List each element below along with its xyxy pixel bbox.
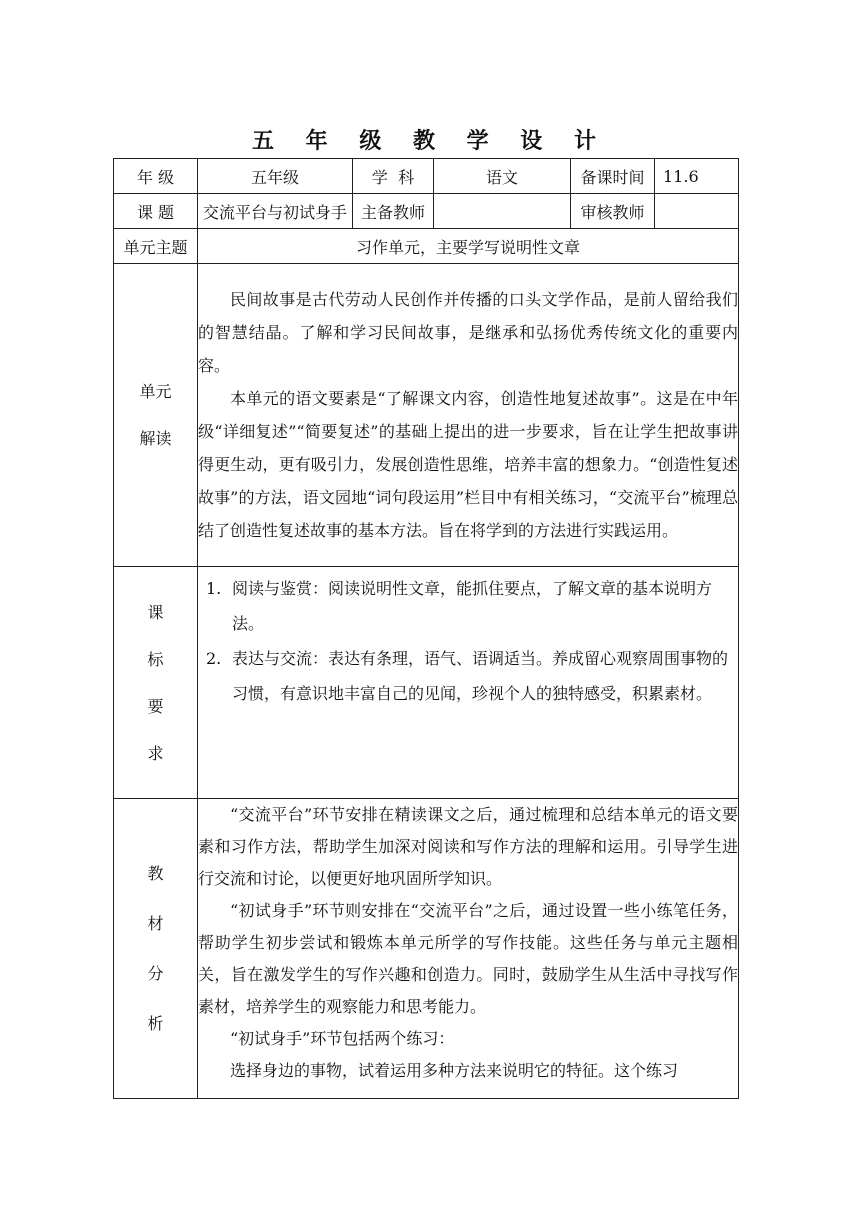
curriculum-label	[114, 567, 198, 799]
unit-theme-label: 单元主题	[114, 229, 198, 264]
unit-reading-paragraph: 本单元的语文要素是“了解课文内容，创造性地复述故事”。这是在中年级“详细复述”“简要复述”的基础上提出的进一步要求，旨在让学生把故事讲得更生动，更有吸引力，发展创造性思维，培养丰富的想象力。“创造性复述故事”的方法，语文园地“词句段运用”栏目中有相关练习，“交流平台”梳理总结了创造性复述故事的基本方法。旨在将学到的方法进行实践运用。	[198, 389, 738, 540]
list-item	[206, 571, 730, 641]
material-label-char: 分	[147, 963, 164, 983]
grade-label: 年 级	[114, 159, 198, 194]
curriculum-label-char: 要	[147, 696, 164, 716]
material-paragraph: “交流平台”环节安排在精读课文之后，通过梳理和总结本单元的语文要素和习作方法，帮助学生加深对阅读和写作方法的理解和运用。引导学生进行交流和讨论，以便更好地巩固所学知识。	[198, 805, 738, 888]
material-paragraph: “初试身手”环节包括两个练习：	[230, 1029, 455, 1048]
material-label-char: 教	[147, 863, 164, 883]
unit-theme-value: 习作单元，主要学写说明性文章	[198, 229, 739, 264]
header-row-1	[114, 159, 739, 194]
page-title: 五 年 级 教 学 设 计	[252, 129, 608, 154]
topic-label: 课 题	[114, 194, 198, 229]
list-item-text: 阅读与鉴赏：阅读说明性文章，能抓住要点，了解文章的基本说明方法。	[232, 579, 713, 633]
curriculum-content	[198, 567, 739, 799]
unit-reading-content	[198, 264, 739, 567]
unit-reading-row	[114, 264, 739, 567]
subject-value: 语文	[434, 159, 571, 194]
unit-reading-paragraph: 民间故事是古代劳动人民创作并传播的口头文学作品，是前人留给我们的智慧结晶。了解和学习民间故事，是继承和弘扬优秀传统文化的重要内容。	[198, 290, 738, 375]
material-paragraph: “初试身手”环节则安排在“交流平台”之后，通过设置一些小练笔任务，帮助学生初步尝试和锻炼本单元所学的写作技能。这些任务与单元主题相关，旨在激发学生的写作兴趣和创造力。同时，鼓励学生从生活中寻找写作素材，培养学生的观察能力和思考能力。	[198, 901, 738, 1016]
curriculum-row	[114, 567, 739, 799]
curriculum-list	[206, 571, 730, 711]
reviewer-label: 审核教师	[571, 194, 655, 229]
material-content	[198, 799, 739, 1099]
unit-reading-label-line2: 解读	[139, 429, 172, 448]
curriculum-label-char: 课	[147, 602, 164, 622]
grade-value: 五年级	[198, 159, 353, 194]
material-label-char: 析	[147, 1013, 164, 1033]
subject-label: 学 科	[353, 159, 434, 194]
unit-reading-label	[114, 264, 198, 567]
prep-time-label: 备课时间	[571, 159, 655, 194]
list-item-number: 2.	[206, 649, 222, 668]
main-teacher-value	[434, 194, 571, 229]
list-item	[206, 641, 730, 711]
topic-value: 交流平台与初试身手	[198, 194, 353, 229]
material-label-char: 材	[147, 913, 164, 933]
prep-time-value: 11.6	[655, 159, 739, 194]
header-row-2	[114, 194, 739, 229]
list-item-number: 1.	[206, 579, 222, 598]
lesson-plan-table	[113, 158, 739, 1099]
reviewer-value	[655, 194, 739, 229]
material-paragraph: 选择身边的事物，试着运用多种方法来说明它的特征。这个练习	[230, 1061, 679, 1080]
material-row	[114, 799, 739, 1099]
main-teacher-label: 主备教师	[353, 194, 434, 229]
curriculum-label-char: 求	[147, 743, 164, 763]
list-item-text: 表达与交流：表达有条理，语气、语调适当。养成留心观察周围事物的习惯，有意识地丰富自己的见闻，珍视个人的独特感受，积累素材。	[232, 649, 729, 703]
unit-reading-label-line1: 单元	[139, 382, 172, 401]
material-label	[114, 799, 198, 1099]
curriculum-label-char: 标	[147, 649, 164, 669]
unit-theme-row	[114, 229, 739, 264]
